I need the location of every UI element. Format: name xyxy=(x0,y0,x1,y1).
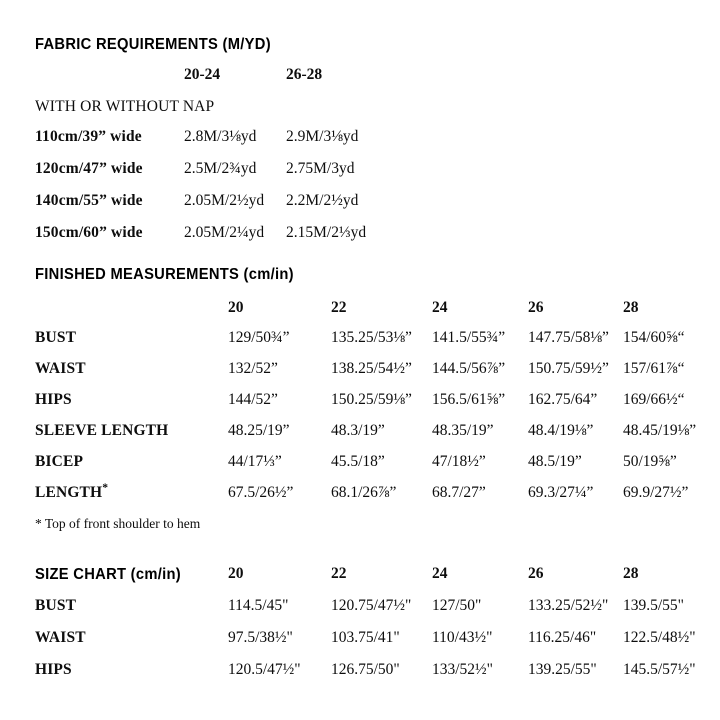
finished-cell: 50/19⅝” xyxy=(623,453,677,470)
fabric-row-label: 140cm/55” wide xyxy=(35,192,143,209)
fabric-cell: 2.15M/2⅓yd xyxy=(286,224,367,241)
finished-cell: 144/52” xyxy=(228,391,278,408)
sizechart-column-header-20: 20 xyxy=(228,565,244,582)
finished-cell: 48.5/19” xyxy=(528,453,582,470)
sizechart-cell: 110/43½" xyxy=(432,629,493,646)
sizechart-cell: 97.5/38½" xyxy=(228,629,293,646)
finished-cell: 169/66½“ xyxy=(623,391,685,408)
length-footnote-marker: * xyxy=(102,480,109,494)
sizechart-column-header-28: 28 xyxy=(623,565,639,582)
finished-column-header-28: 28 xyxy=(623,299,639,316)
finished-cell: 135.25/53⅛” xyxy=(331,329,412,346)
finished-cell: 67.5/26½” xyxy=(228,484,294,501)
finished-measurements-heading: FINISHED MEASUREMENTS (cm/in) xyxy=(35,266,294,283)
finished-cell: 150.75/59½” xyxy=(528,360,609,377)
sizechart-column-header-22: 22 xyxy=(331,565,347,582)
finished-cell: 48.35/19” xyxy=(432,422,494,439)
sizechart-cell: 120.5/47½" xyxy=(228,661,301,678)
sizechart-cell: 103.75/41" xyxy=(331,629,400,646)
finished-column-header-20: 20 xyxy=(228,299,244,316)
finished-cell: 129/50¾” xyxy=(228,329,290,346)
finished-cell: 68.1/26⅞” xyxy=(331,484,397,501)
sizechart-cell: 139.5/55" xyxy=(623,597,685,614)
finished-cell: 69.9/27½” xyxy=(623,484,689,501)
sizechart-cell: 114.5/45" xyxy=(228,597,289,614)
fabric-cell: 2.8M/3⅛yd xyxy=(184,128,257,145)
finished-column-header-22: 22 xyxy=(331,299,347,316)
finished-cell: 44/17⅓” xyxy=(228,453,282,470)
finished-column-header-24: 24 xyxy=(432,299,448,316)
finished-row-label-bicep: BICEP xyxy=(35,453,84,470)
sizechart-cell: 122.5/48½" xyxy=(623,629,696,646)
fabric-cell: 2.5M/2¾yd xyxy=(184,160,257,177)
length-footnote: * Top of front shoulder to hem xyxy=(35,516,201,531)
finished-cell: 48.45/19⅛” xyxy=(623,422,697,439)
size-chart-heading: SIZE CHART (cm/in) xyxy=(35,566,182,583)
finished-cell: 48.4/19⅛” xyxy=(528,422,594,439)
fabric-nap-note: WITH OR WITHOUT NAP xyxy=(35,98,215,115)
finished-row-label-sleeve-length: SLEEVE LENGTH xyxy=(35,422,169,439)
fabric-column-header-20-24: 20-24 xyxy=(184,66,221,83)
sizechart-column-header-24: 24 xyxy=(432,565,448,582)
sizechart-cell: 116.25/46" xyxy=(528,629,597,646)
sizechart-row-label-bust: BUST xyxy=(35,597,77,614)
fabric-row-label: 110cm/39” wide xyxy=(35,128,142,145)
finished-cell: 154/60⅝“ xyxy=(623,329,685,346)
finished-cell: 132/52” xyxy=(228,360,278,377)
sizechart-row-label-hips: HIPS xyxy=(35,661,72,678)
finished-cell: 138.25/54½” xyxy=(331,360,412,377)
fabric-row-label: 150cm/60” wide xyxy=(35,224,143,241)
fabric-cell: 2.75M/3yd xyxy=(286,160,355,177)
finished-cell: 68.7/27” xyxy=(432,484,486,501)
sizechart-cell: 120.75/47½" xyxy=(331,597,412,614)
fabric-cell: 2.05M/2¼yd xyxy=(184,224,265,241)
finished-cell: 147.75/58⅛” xyxy=(528,329,609,346)
sizechart-row-label-waist: WAIST xyxy=(35,629,86,646)
fabric-cell: 2.2M/2½yd xyxy=(286,192,359,209)
sizechart-cell: 133/52½" xyxy=(432,661,494,678)
finished-row-label-length xyxy=(35,480,109,501)
finished-cell: 141.5/55¾” xyxy=(432,329,506,346)
finished-row-label-waist: WAIST xyxy=(35,360,86,377)
finished-cell: 144.5/56⅞” xyxy=(432,360,506,377)
fabric-row-label: 120cm/47” wide xyxy=(35,160,143,177)
fabric-cell: 2.05M/2½yd xyxy=(184,192,265,209)
sizechart-cell: 126.75/50" xyxy=(331,661,400,678)
sizechart-cell: 127/50" xyxy=(432,597,482,614)
fabric-column-header-26-28: 26-28 xyxy=(286,66,323,83)
finished-cell: 69.3/27¼” xyxy=(528,484,594,501)
finished-cell: 156.5/61⅝” xyxy=(432,391,506,408)
sizechart-cell: 133.25/52½" xyxy=(528,597,609,614)
sizechart-cell: 139.25/55" xyxy=(528,661,597,678)
finished-cell: 45.5/18” xyxy=(331,453,385,470)
finished-cell: 150.25/59⅛” xyxy=(331,391,412,408)
finished-cell: 162.75/64” xyxy=(528,391,598,408)
sizechart-column-header-26: 26 xyxy=(528,565,544,582)
finished-cell: 47/18½” xyxy=(432,453,486,470)
sizechart-cell: 145.5/57½" xyxy=(623,661,696,678)
finished-column-header-26: 26 xyxy=(528,299,544,316)
finished-row-label-bust: BUST xyxy=(35,329,77,346)
finished-cell: 157/61⅞“ xyxy=(623,360,685,377)
finished-row-label-length-text: LENGTH xyxy=(35,484,103,501)
fabric-cell: 2.9M/3⅛yd xyxy=(286,128,359,145)
finished-row-label-hips: HIPS xyxy=(35,391,72,408)
finished-cell: 48.3/19” xyxy=(331,422,385,439)
finished-cell: 48.25/19” xyxy=(228,422,290,439)
fabric-requirements-heading: FABRIC REQUIREMENTS (M/YD) xyxy=(35,36,271,53)
